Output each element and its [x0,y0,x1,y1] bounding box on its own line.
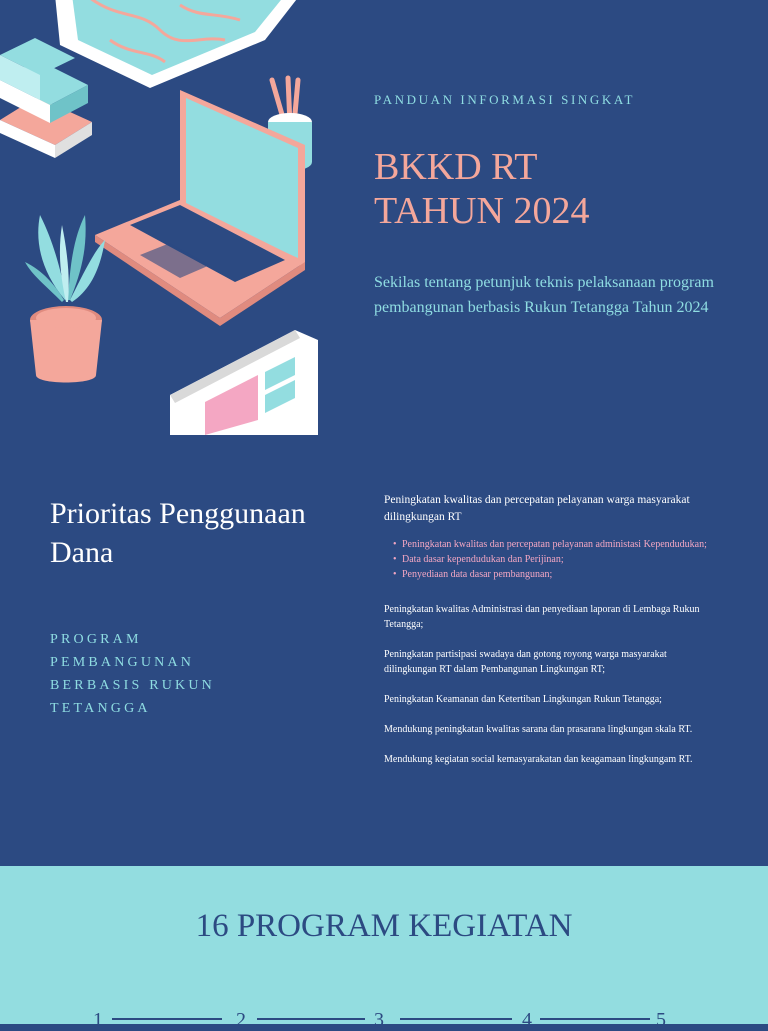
program-label [50,628,290,720]
page-title-line-1: BKKD RT [374,146,538,188]
step-number: 2 [236,1009,246,1031]
step-number: 4 [522,1009,532,1031]
lead-text: Sekilas tentang petunjuk teknis pelaksanaan program pembangunan berbasis Rukun Tetangga Tahun 2024 [374,274,714,316]
hero-section [0,0,768,440]
step-connector [257,1018,365,1020]
browser-window-illustration [170,330,318,435]
step-number: 5 [656,1009,666,1031]
bullet-item: • Data dasar kependudukan dan Perijinan; [393,552,714,567]
program-label-line: BERBASIS RUKUN [50,678,215,693]
step-number: 3 [374,1009,384,1031]
step-connector [400,1018,512,1020]
program-count-title: 16 PROGRAM KEGIATAN [195,908,573,944]
bullet-item: • Peningkatan kwalitas dan percepatan pelayanan administasi Kependudukan; [393,537,714,552]
map-illustration [55,0,300,88]
page-title-line-2: TAHUN 2024 [374,190,590,232]
bullet-item: • Penyediaan data dasar pembangunan; [393,567,714,582]
priority-content [384,492,714,782]
priority-paragraph: Mendukung kegiatan social kemasyarakatan dan keagamaan lingkungam RT. [384,754,693,765]
priority-paragraph: Peningkatan kwalitas Administrasi dan penyediaan laporan di Lembaga Rukun Tetangga; [384,604,700,630]
books-illustration [0,38,92,158]
step-connector [112,1018,222,1020]
priority-intro: Peningkatan kwalitas dan percepatan pelayanan warga masyarakat dilingkungan RT [384,494,690,523]
priority-paragraph: Peningkatan partisipasi swadaya dan gotong royong warga masyarakat dilingkungan RT dalam Pembangunan Lingkungan RT; [384,649,667,675]
priority-bullet-list [384,537,714,582]
workspace-illustration [0,0,330,435]
program-steps [0,1004,768,1031]
priority-paragraph: Mendukung peningkatan kwalitas sarana dan prasarana lingkungan skala RT. [384,724,693,735]
step-connector [540,1018,650,1020]
priority-paragraph: Peningkatan Keamanan dan Ketertiban Lingkungan Rukun Tetangga; [384,694,662,705]
page-title [374,145,754,233]
plant-pot-illustration [25,215,105,383]
program-label-line: TETANGGA [50,701,151,716]
priority-heading: Prioritas Penggunaan Dana [50,497,306,569]
program-label-line: PEMBANGUNAN [50,655,195,670]
step-number: 1 [93,1009,103,1031]
program-band [0,866,768,1024]
eyebrow-label: PANDUAN INFORMASI SINGKAT [374,92,635,107]
program-label-line: PROGRAM [50,632,142,647]
